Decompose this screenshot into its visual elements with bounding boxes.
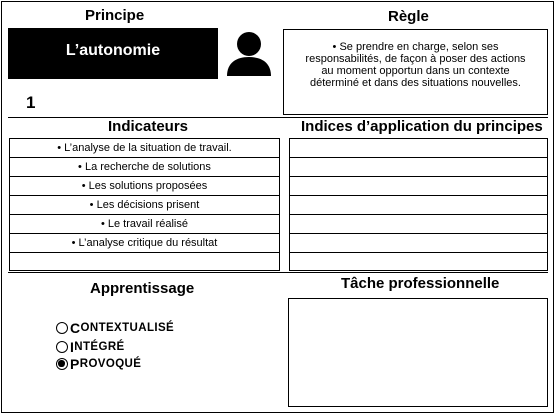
indicator-text: • La recherche de solutions bbox=[78, 161, 211, 173]
radio-contextualise[interactable] bbox=[56, 322, 68, 334]
indicator-row bbox=[10, 234, 279, 253]
indicator-text: • L’analyse de la situation de travail. bbox=[57, 142, 232, 154]
indicator-row bbox=[10, 177, 279, 196]
indicator-row bbox=[10, 215, 279, 234]
radio-provoque-checked[interactable] bbox=[56, 358, 68, 370]
principe-heading: Principe bbox=[85, 7, 145, 24]
indicators-table bbox=[9, 138, 280, 271]
application-heading: Indices d’application du principes bbox=[301, 118, 543, 135]
principle-title: L’autonomie bbox=[65, 42, 161, 59]
indicator-text: • Les décisions prisent bbox=[89, 199, 200, 211]
learning-heading: Apprentissage bbox=[90, 280, 195, 297]
section-divider bbox=[8, 272, 548, 273]
principle-number: 1 bbox=[26, 93, 36, 112]
task-box[interactable] bbox=[288, 298, 548, 407]
application-cell[interactable] bbox=[290, 196, 547, 215]
application-cell[interactable] bbox=[290, 215, 547, 234]
indicators-heading: Indicateurs bbox=[108, 118, 189, 135]
principle-title-box bbox=[8, 28, 218, 79]
indicator-row bbox=[10, 139, 279, 158]
application-cell[interactable] bbox=[290, 139, 547, 158]
indicator-row bbox=[10, 196, 279, 215]
radio-integre[interactable] bbox=[56, 341, 68, 353]
person-icon bbox=[224, 30, 274, 78]
option-initial: P bbox=[70, 356, 80, 372]
application-cell[interactable] bbox=[290, 158, 547, 177]
regle-heading: Règle bbox=[388, 8, 429, 25]
option-label: NTÉGRÉ bbox=[74, 341, 125, 353]
application-cell[interactable] bbox=[290, 253, 547, 272]
application-table bbox=[289, 138, 548, 271]
indicator-text: • L’analyse critique du résultat bbox=[71, 237, 218, 249]
option-integre[interactable] bbox=[56, 339, 125, 355]
application-cell[interactable] bbox=[290, 234, 547, 253]
indicator-text: • Les solutions proposées bbox=[81, 180, 208, 192]
option-provoque[interactable] bbox=[56, 356, 141, 372]
indicator-text: • Le travail réalisé bbox=[100, 218, 188, 230]
rule-box bbox=[283, 29, 548, 115]
option-label: ROVOQUÉ bbox=[79, 358, 142, 370]
application-cell[interactable] bbox=[290, 177, 547, 196]
rule-text: • Se prendre en charge, selon ses responsabilités, de façon à poser des actions au moment opportun dans un contexte déterminé et dans des situations nouvelles. bbox=[305, 41, 526, 89]
indicator-row bbox=[10, 158, 279, 177]
option-label: ONTEXTUALISÉ bbox=[80, 322, 175, 334]
option-initial: C bbox=[70, 320, 81, 336]
indicator-row-empty[interactable] bbox=[10, 253, 279, 272]
option-initial: I bbox=[70, 339, 75, 355]
task-heading: Tâche professionnelle bbox=[341, 275, 500, 292]
option-contextualise[interactable] bbox=[56, 320, 174, 336]
